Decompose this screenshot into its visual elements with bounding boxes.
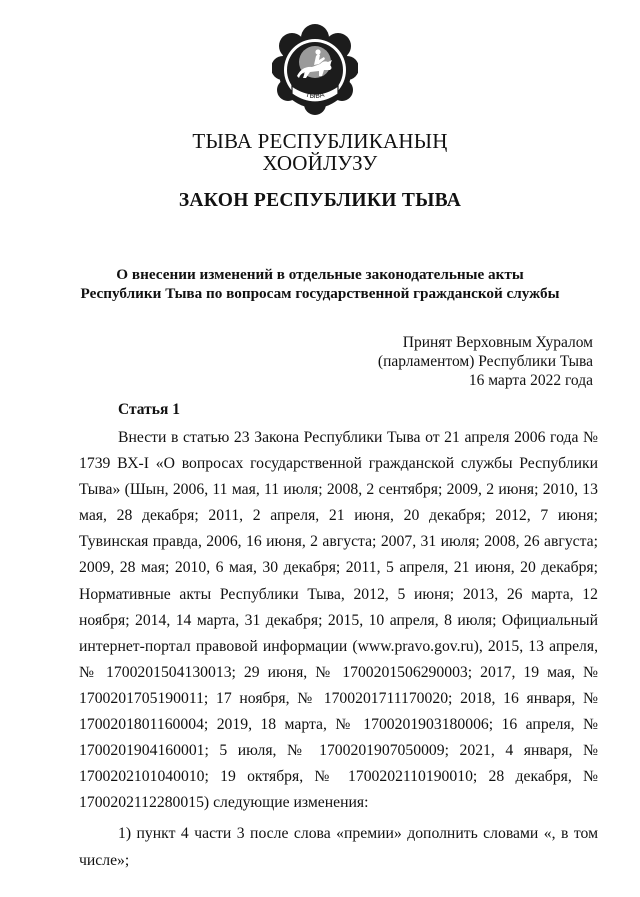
article-paragraph: Внести в статью 23 Закона Республики Тыва от 21 апреля 2006 года № 1739 ВХ-I «О вопросах государственной гражданской службы Республики Тыва» (Шын, 2006, 11 мая, 11 июля; 2008, 2 сентября; 2009, 2 июня; 2010, 13 мая, 28 декабря; 2011, 2 апреля, 21 июня, 20 декабря; 2012, 7 июня; Тувинская правда, 2006, 16 июня, 2 августа; 2007, 31 июля; 2008, 26 августа; 2009, 28 мая; 2010, 6 мая, 30 декабря; 2011, 5 апреля, 21 июня, 20 декабря; Нормативные акты Республики Тыва, 2012, 5 июня; 2013, 26 марта, 12 ноября; 2014, 14 марта, 31 декабря; 2015, 10 апреля, 8 июля; Официальный интернет-портал правовой информации (www.pravo.gov.ru), 2015, 13 апреля, № 1700201504130013; 29 июня, № 1700201506290003; 2017, 19 мая, № 1700201705190011; 17 ноября, № 1700201711170020; 2018, 16 января, № 1700201801160004; 2019, 18 марта, № 1700201903180006; 16 апреля, № 1700201904160001; 5 июля, № 1700201907050009; 2021, 4 января, № 1700202101040010; 19 октября, № 1700202110190010; 28 декабря, № 1700202112280015) следующие изменения: (79, 429, 598, 812)
law-subject (0, 265, 640, 303)
adoption-note (293, 333, 593, 390)
adoption-line2: (парламентом) Республики Тыва (377, 353, 593, 370)
article-body (79, 425, 598, 874)
law-subject-line1: О внесении изменений в отдельные законодательные акты (116, 266, 524, 283)
republic-name-line1: ТЫВА РЕСПУБЛИКАНЫҢ (192, 129, 448, 153)
law-title: ЗАКОН РЕСПУБЛИКИ ТЫВА (178, 190, 462, 211)
article-paragraph: 1) пункт 4 части 3 после слова «премии» дополнить словами «, в том числе»; (79, 825, 598, 869)
adoption-line1: Принят Верховным Хуралом (402, 334, 593, 351)
article-heading: Статья 1 (118, 401, 180, 418)
adoption-date: 16 марта 2022 года (468, 372, 593, 389)
emblem-text: ТЫВА (304, 90, 326, 101)
coat-of-arms-tuva-icon (272, 20, 358, 116)
republic-name (0, 130, 640, 174)
republic-name-line2: ХООЙЛУЗУ (262, 151, 378, 175)
law-subject-line2: Республики Тыва по вопросам государственной гражданской службы (80, 285, 560, 302)
